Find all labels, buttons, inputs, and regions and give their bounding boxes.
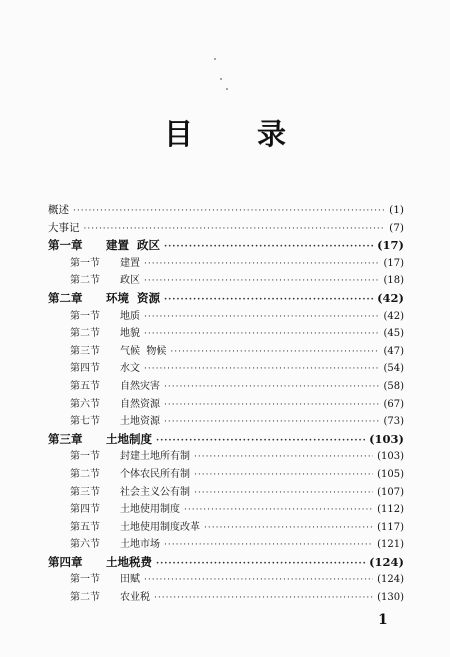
scan-speck — [214, 58, 216, 60]
toc-entry-page: (112) — [377, 504, 404, 516]
toc-entry — [48, 202, 404, 220]
dot-leader — [144, 572, 373, 590]
dot-leader — [170, 344, 379, 362]
toc-entry-number: 第五节 — [70, 521, 100, 533]
toc-entry-title: 概述 — [48, 204, 69, 216]
dot-leader — [144, 309, 379, 327]
toc-entry — [48, 308, 404, 326]
toc-entry-number: 第一节 — [70, 451, 100, 463]
toc-entry-title: 建置 政区 — [106, 238, 161, 253]
toc-entry-page: (17) — [383, 257, 404, 269]
toc-entry — [48, 220, 404, 238]
dot-leader — [194, 449, 373, 467]
toc-entry — [48, 519, 404, 537]
toc-entry-page: (17) — [377, 238, 404, 253]
toc-entry-page: (54) — [383, 363, 404, 375]
toc-entry-number: 第三章 — [48, 431, 83, 446]
dot-leader — [73, 203, 385, 221]
toc-entry-title: 土地制度 — [106, 431, 152, 446]
toc-entry-page: (42) — [383, 310, 404, 322]
toc-entry-page: (124) — [369, 554, 404, 569]
toc-entry-number: 第七节 — [70, 416, 100, 428]
toc-entry-title: 土地使用制度改革 — [120, 521, 200, 533]
dot-leader — [164, 292, 373, 310]
toc-entry — [48, 466, 404, 484]
toc-entry-title: 政区 — [120, 275, 140, 287]
toc-entry — [48, 413, 404, 431]
toc-entry-number: 第二节 — [70, 328, 100, 340]
dot-leader — [156, 556, 365, 574]
toc-entry-title: 封建土地所有制 — [120, 451, 190, 463]
toc-entry-title: 田赋 — [120, 574, 140, 586]
dot-leader — [154, 590, 373, 608]
toc-entry-page: (67) — [383, 398, 404, 410]
toc-entry-number: 第三节 — [70, 486, 100, 498]
scan-speck — [226, 88, 228, 90]
dot-leader — [204, 520, 373, 538]
dot-leader — [164, 537, 373, 555]
toc-entry-number: 第五节 — [70, 380, 100, 392]
toc-entry — [48, 237, 404, 255]
toc-entry — [48, 272, 404, 290]
toc-entry — [48, 343, 404, 361]
dot-leader — [144, 326, 379, 344]
toc-entry-title: 大事记 — [48, 221, 80, 234]
toc-entry — [48, 431, 404, 449]
toc-entry-title: 土地使用制度 — [120, 504, 180, 516]
toc-entry-number: 第四节 — [70, 363, 100, 375]
toc-entry-page: (130) — [377, 592, 404, 604]
dot-leader — [164, 239, 373, 257]
toc-entry-number: 第二章 — [48, 290, 83, 305]
toc-entry-number: 第一节 — [70, 257, 100, 269]
toc-entry-number: 第六节 — [70, 539, 100, 551]
dot-leader — [194, 467, 373, 485]
dot-leader — [164, 379, 379, 397]
toc-entry-title: 土地税费 — [106, 554, 152, 569]
toc-entry-number: 第一节 — [70, 574, 100, 586]
toc-entry-page: (58) — [383, 380, 404, 392]
toc-entry — [48, 325, 404, 343]
toc-entry-page: (103) — [369, 431, 404, 446]
table-of-contents — [48, 202, 404, 607]
dot-leader — [184, 502, 373, 520]
toc-entry — [48, 448, 404, 466]
toc-entry-page: (117) — [377, 521, 404, 533]
toc-entry-page: (105) — [377, 468, 404, 480]
toc-entry — [48, 290, 404, 308]
dot-leader — [84, 221, 386, 239]
toc-entry-number: 第六节 — [70, 398, 100, 410]
toc-entry-title: 土地资源 — [120, 416, 160, 428]
dot-leader — [164, 397, 379, 415]
toc-entry-number: 第二节 — [70, 468, 100, 480]
toc-entry-title: 农业税 — [120, 592, 150, 604]
toc-entry — [48, 378, 404, 396]
scan-speck — [220, 78, 222, 80]
toc-entry-page: (18) — [383, 275, 404, 287]
toc-entry-number: 第一节 — [70, 310, 100, 322]
toc-entry — [48, 536, 404, 554]
toc-entry — [48, 554, 404, 572]
toc-entry-number: 第一章 — [48, 238, 83, 253]
toc-entry — [48, 589, 404, 607]
toc-entry-number: 第三节 — [70, 345, 100, 357]
toc-entry-title: 社会主义公有制 — [120, 486, 190, 498]
toc-entry-page: (1) — [389, 204, 404, 216]
toc-entry-title: 个体农民所有制 — [120, 468, 190, 480]
toc-entry-number: 第二节 — [70, 275, 100, 287]
toc-entry-title: 自然灾害 — [120, 380, 160, 392]
toc-entry-title: 地貌 — [120, 328, 140, 340]
toc-entry-page: (103) — [377, 451, 404, 463]
toc-entry-title: 气候 物候 — [120, 345, 167, 357]
toc-entry-title: 环境 资源 — [106, 290, 161, 305]
toc-entry-title: 水文 — [120, 363, 140, 375]
toc-entry — [48, 255, 404, 273]
page-number: 1 — [378, 612, 388, 628]
toc-entry-page: (124) — [377, 574, 404, 586]
toc-entry-page: (73) — [383, 416, 404, 428]
toc-entry — [48, 360, 404, 378]
page-title: 目录 — [163, 117, 350, 151]
toc-entry-page: (42) — [377, 290, 404, 305]
toc-entry — [48, 571, 404, 589]
dot-leader — [164, 414, 379, 432]
toc-entry — [48, 501, 404, 519]
toc-entry-page: (7) — [389, 221, 404, 234]
toc-entry-page: (47) — [383, 345, 404, 357]
toc-entry — [48, 484, 404, 502]
toc-entry-title: 土地市场 — [120, 539, 160, 551]
toc-entry — [48, 396, 404, 414]
toc-entry-number: 第二节 — [70, 592, 100, 604]
toc-entry-page: (107) — [377, 486, 404, 498]
dot-leader — [144, 361, 379, 379]
toc-entry-title: 自然资源 — [120, 398, 160, 410]
toc-entry-page: (45) — [383, 328, 404, 340]
toc-entry-page: (121) — [377, 539, 404, 551]
toc-entry-title: 建置 — [120, 257, 140, 269]
dot-leader — [144, 256, 379, 274]
toc-entry-number: 第四节 — [70, 504, 100, 516]
dot-leader — [194, 485, 373, 503]
dot-leader — [144, 273, 379, 291]
toc-entry-title: 地质 — [120, 310, 140, 322]
toc-entry-number: 第四章 — [48, 554, 83, 569]
